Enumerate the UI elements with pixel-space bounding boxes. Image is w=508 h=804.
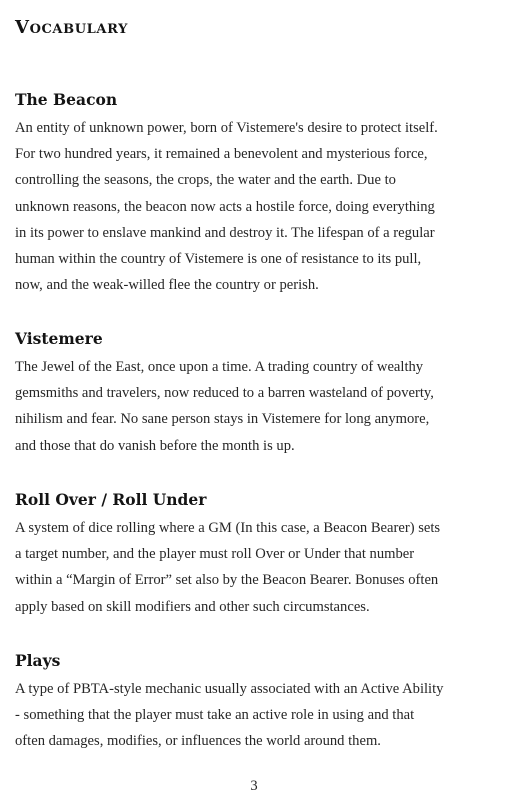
entry-term: The Beacon [15,90,118,109]
vocab-entry-the-beacon [15,89,497,298]
definition-line: An entity of unknown power, born of Vistemere's desire to protect itself. [15,120,438,136]
definition-line: A type of PBTA-style mechanic usually associated with an Active Ability [15,681,444,697]
definition-line: For two hundred years, it remained a benevolent and mysterious force, [15,146,428,163]
definition-line: human within the country of Vistemere is one of resistance to its pull, [15,251,422,268]
entry-definition [15,354,497,459]
definition-line: unknown reasons, the beacon now acts a hostile force, doing everything [15,198,435,215]
entry-term: Plays [15,651,61,670]
definition-line: a target number, and the player must roll Over or Under that number [15,546,415,563]
definition-line: controlling the seasons, the crops, the water and the earth. Due to [15,172,396,189]
entry-term: Roll Over / Roll Under [15,490,207,509]
definition-line: in its power to enslave mankind and destroy it. The lifespan of a regular [15,224,435,241]
definition-line: A system of dice rolling where a GM (In this case, a Beacon Bearer) sets [15,520,441,536]
vocab-entry-plays [15,650,497,755]
definition-line: The Jewel of the East, once upon a time. A trading country of wealthy [15,359,424,375]
page-title: Vocabulary [15,17,128,38]
definition-line: often damages, modifies, or influences the world around them. [15,733,381,750]
entry-definition [15,115,497,298]
definition-line: within a “Margin of Error” set also by the Beacon Bearer. Bonuses often [15,572,439,589]
entry-term: Vistemere [15,329,103,348]
page-number: 3 [250,778,258,794]
definition-line: nihilism and fear. No sane person stays in Vistemere for long anymore, [15,411,430,428]
definition-line: - something that the player must take an active role in using and that [15,707,415,724]
entry-definition [15,515,497,620]
vocab-entry-vistemere [15,328,497,459]
definition-line: now, and the weak-willed flee the country or perish. [15,277,319,294]
definition-line: gemsmiths and travelers, now reduced to a barren wasteland of poverty, [15,385,434,402]
entry-definition [15,676,497,755]
definition-line: apply based on skill modifiers and other such circumstances. [15,598,370,615]
vocab-entry-roll-over-roll-under [15,489,497,620]
definition-line: and those that do vanish before the month is up. [15,437,295,454]
